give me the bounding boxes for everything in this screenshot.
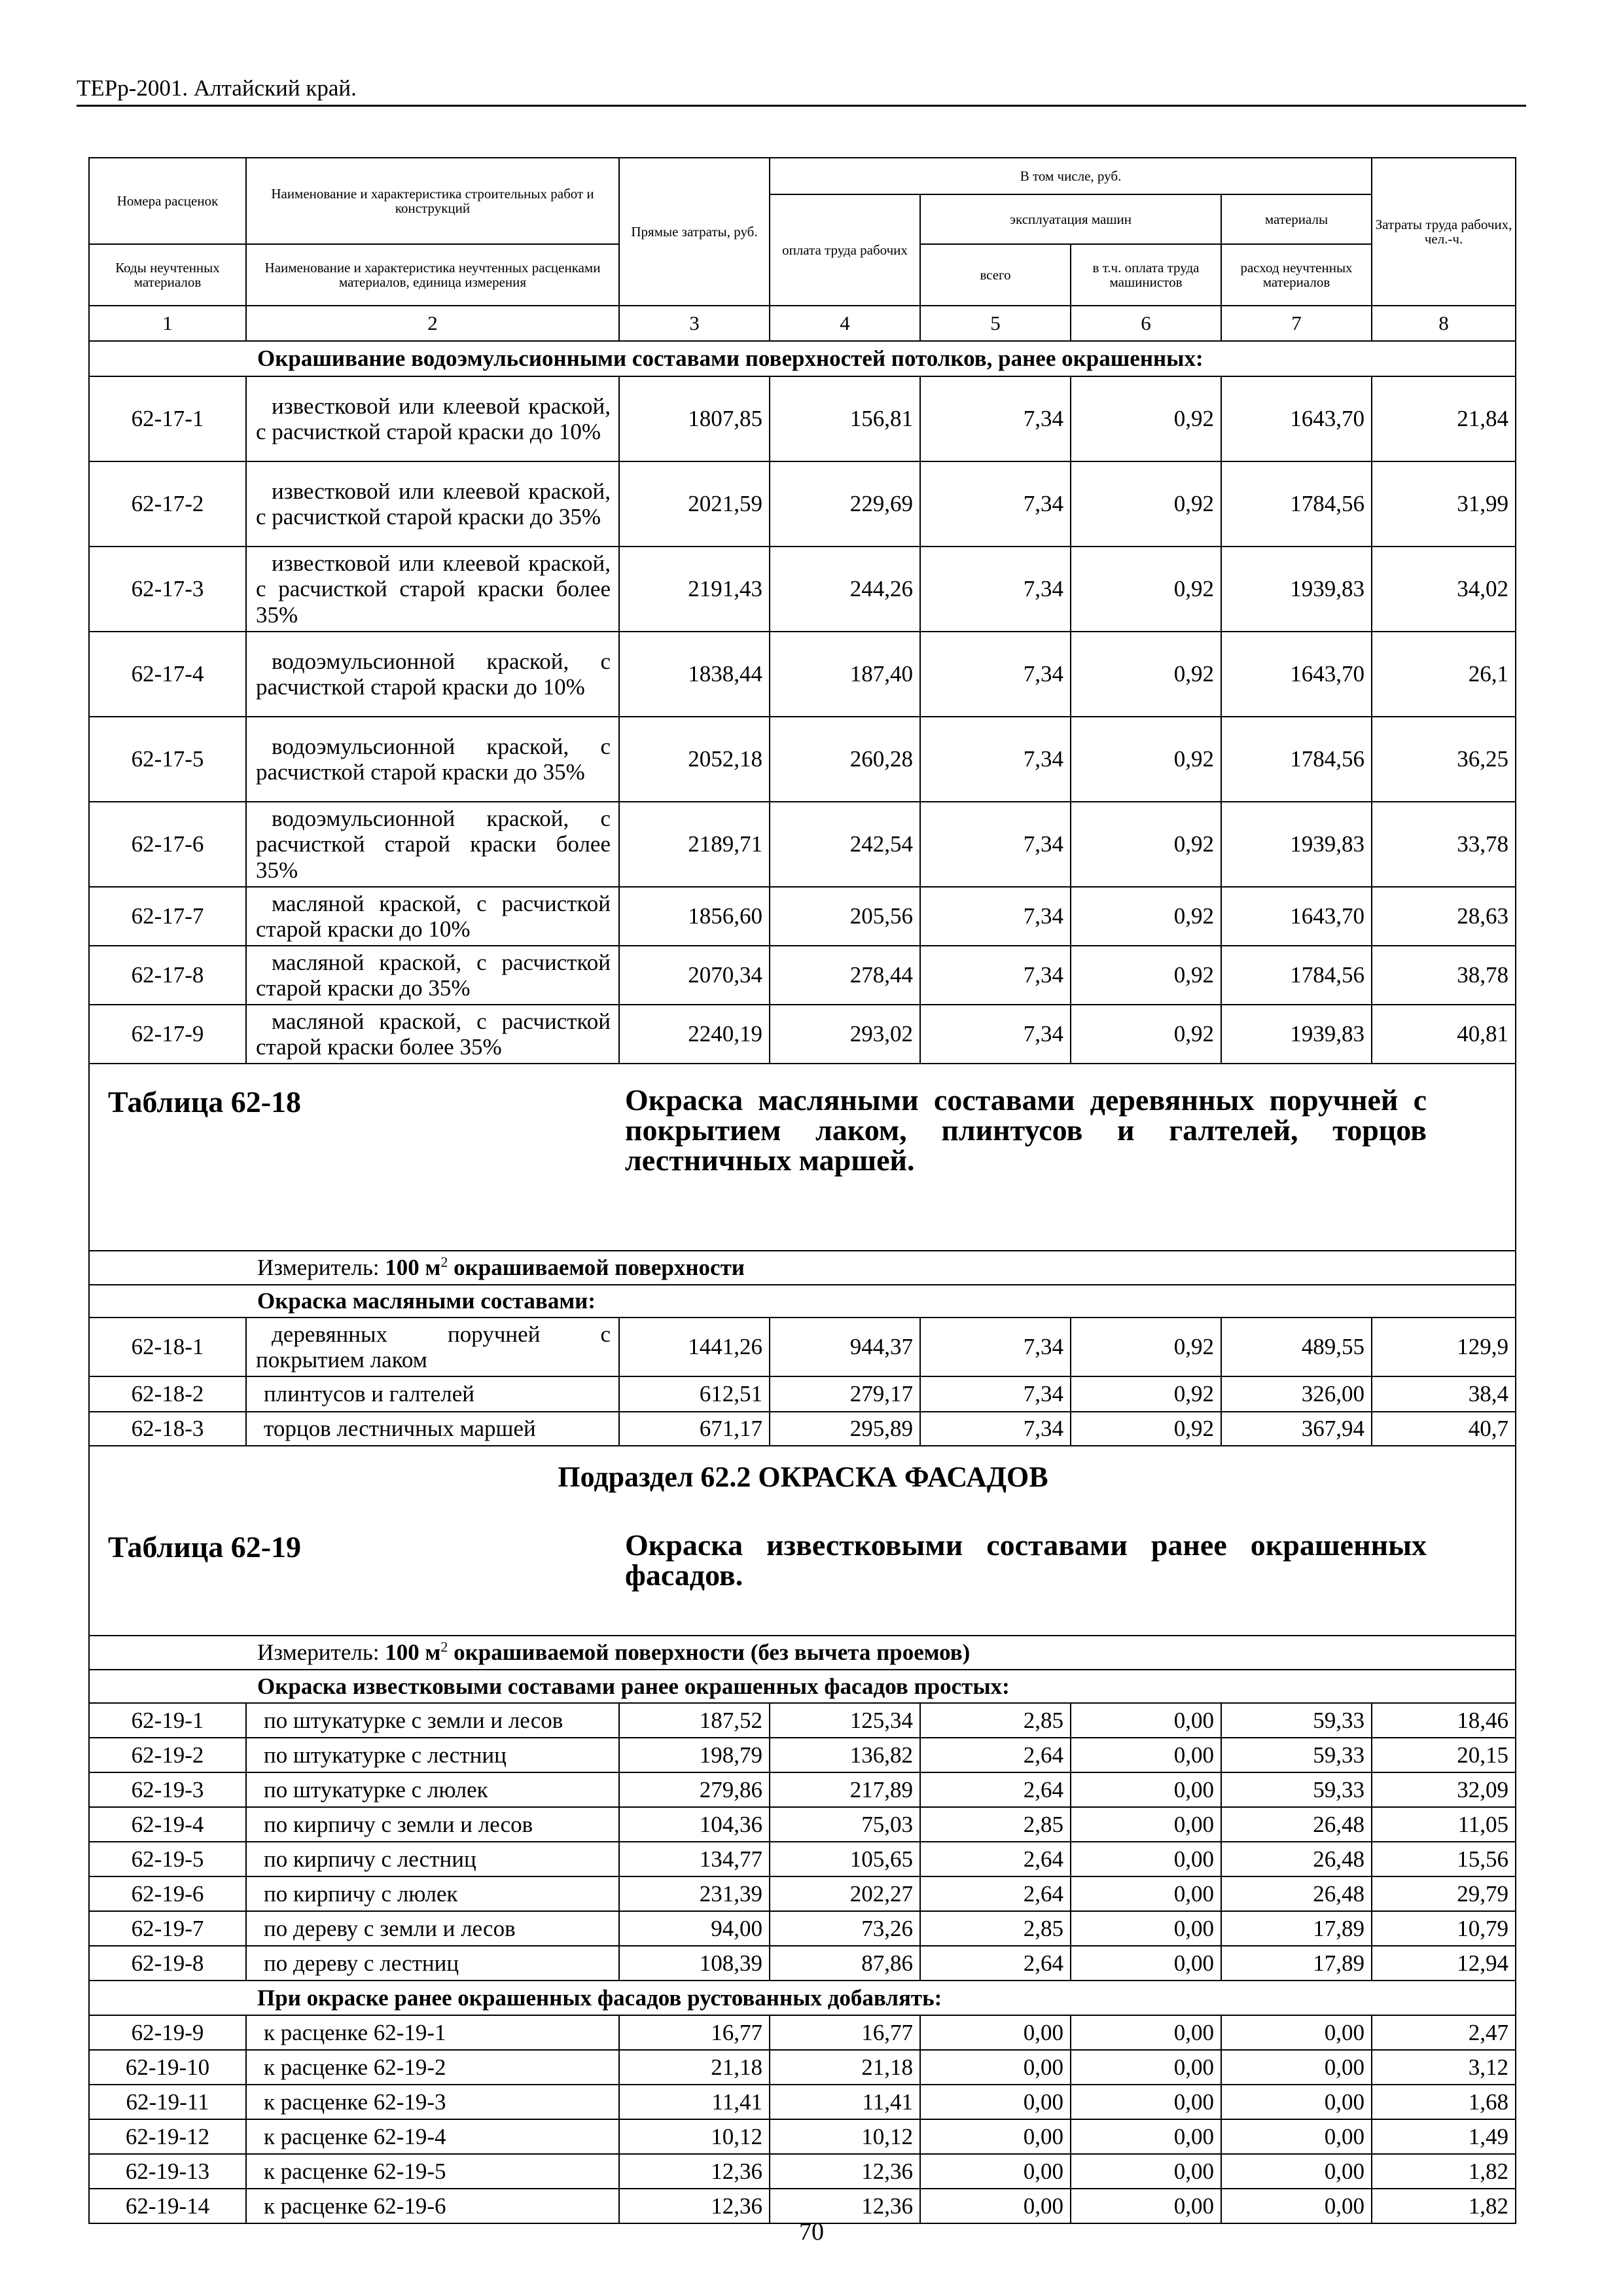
operator-wages: 0,92 — [1071, 1412, 1221, 1446]
rate-code: 62-19-13 — [89, 2154, 246, 2189]
materials-cost: 0,00 — [1221, 2050, 1372, 2085]
work-description: масляной краской, с расчисткой старой краски до 10% — [246, 887, 619, 946]
direct-costs: 104,36 — [619, 1807, 770, 1842]
section-heading: Окрашивание водоэмульсионными составами поверхностей потолков, ранее окрашенных: — [89, 341, 1516, 376]
labor-hours: 26,1 — [1372, 632, 1516, 717]
labor-hours: 32,09 — [1372, 1772, 1516, 1807]
worker-wages: 105,65 — [770, 1842, 920, 1876]
operator-wages: 0,00 — [1071, 2154, 1221, 2189]
measure-unit: 100 м — [385, 1640, 441, 1666]
operator-wages: 0,92 — [1071, 1376, 1221, 1412]
table-row — [89, 1946, 1516, 1981]
direct-costs: 279,86 — [619, 1772, 770, 1807]
work-description: к расценке 62-19-4 — [246, 2119, 619, 2154]
labor-hours: 38,78 — [1372, 946, 1516, 1005]
materials-cost: 0,00 — [1221, 2189, 1372, 2223]
work-description: по штукатурке с лестниц — [246, 1738, 619, 1772]
work-description: по кирпичу с лестниц — [246, 1842, 619, 1876]
machine-costs: 2,64 — [920, 1772, 1071, 1807]
measure-prefix: Измеритель: — [257, 1640, 385, 1666]
operator-wages: 0,92 — [1071, 547, 1221, 632]
labor-hours: 34,02 — [1372, 547, 1516, 632]
machine-costs: 7,34 — [920, 946, 1071, 1005]
materials-cost: 59,33 — [1221, 1772, 1372, 1807]
section-62-19-rusticated — [89, 2015, 1516, 2223]
table-row — [89, 1412, 1516, 1446]
rate-code: 62-19-10 — [89, 2050, 246, 2085]
materials-cost: 0,00 — [1221, 2154, 1372, 2189]
rate-code: 62-19-7 — [89, 1911, 246, 1946]
materials-cost: 1939,83 — [1221, 1005, 1372, 1064]
worker-wages: 202,27 — [770, 1876, 920, 1911]
table-row — [89, 1318, 1516, 1376]
rate-code: 62-19-8 — [89, 1946, 246, 1981]
labor-hours: 29,79 — [1372, 1876, 1516, 1911]
operator-wages: 0,00 — [1071, 1807, 1221, 1842]
labor-hours: 38,4 — [1372, 1376, 1516, 1412]
work-description: к расценке 62-19-6 — [246, 2189, 619, 2223]
direct-costs: 134,77 — [619, 1842, 770, 1876]
group-machines: эксплуатация машин — [920, 194, 1221, 244]
rate-code: 62-19-14 — [89, 2189, 246, 2223]
labor-hours: 20,15 — [1372, 1738, 1516, 1772]
rate-code: 62-19-11 — [89, 2085, 246, 2119]
section-62-19 — [89, 1446, 1516, 1703]
measure-unit: 100 м — [385, 1255, 441, 1281]
table-title-block — [89, 1446, 1516, 1636]
operator-wages: 0,00 — [1071, 1842, 1221, 1876]
machine-costs: 7,34 — [920, 717, 1071, 802]
machine-costs: 7,34 — [920, 632, 1071, 717]
materials-cost: 59,33 — [1221, 1703, 1372, 1738]
work-description: к расценке 62-19-3 — [246, 2085, 619, 2119]
materials-cost: 26,48 — [1221, 1876, 1372, 1911]
machine-costs: 7,34 — [920, 1412, 1071, 1446]
rate-code: 62-18-1 — [89, 1318, 246, 1376]
direct-costs: 612,51 — [619, 1376, 770, 1412]
worker-wages: 279,17 — [770, 1376, 920, 1412]
group-materials: материалы — [1221, 194, 1372, 244]
labor-hours: 18,46 — [1372, 1703, 1516, 1738]
section-62-19-rusticated-heading — [89, 1981, 1516, 2015]
direct-costs: 108,39 — [619, 1946, 770, 1981]
machine-costs: 0,00 — [920, 2154, 1071, 2189]
materials-cost: 0,00 — [1221, 2015, 1372, 2050]
direct-costs: 12,36 — [619, 2189, 770, 2223]
operator-wages: 0,92 — [1071, 717, 1221, 802]
materials-cost: 26,48 — [1221, 1807, 1372, 1842]
worker-wages: 87,86 — [770, 1946, 920, 1981]
col-number: 8 — [1372, 306, 1516, 341]
worker-wages: 12,36 — [770, 2154, 920, 2189]
machine-costs: 2,85 — [920, 1703, 1071, 1738]
materials-cost: 26,48 — [1221, 1842, 1372, 1876]
labor-hours: 12,94 — [1372, 1946, 1516, 1981]
materials-cost: 0,00 — [1221, 2085, 1372, 2119]
rate-code: 62-18-3 — [89, 1412, 246, 1446]
measure-unit-power: 2 — [440, 1253, 448, 1270]
materials-cost: 1643,70 — [1221, 632, 1372, 717]
operator-wages: 0,00 — [1071, 2189, 1221, 2223]
rate-code: 62-17-9 — [89, 1005, 246, 1064]
work-description: водоэмульсионной краской, с расчисткой старой краски до 35% — [246, 717, 619, 802]
rate-code: 62-17-8 — [89, 946, 246, 1005]
direct-costs: 1807,85 — [619, 376, 770, 461]
worker-wages: 21,18 — [770, 2050, 920, 2085]
rate-code: 62-19-5 — [89, 1842, 246, 1876]
rate-code: 62-17-7 — [89, 887, 246, 946]
machine-costs: 2,64 — [920, 1876, 1071, 1911]
running-header: ТЕРр-2001. Алтайский край. — [77, 75, 357, 101]
rate-code: 62-19-6 — [89, 1876, 246, 1911]
worker-wages: 75,03 — [770, 1807, 920, 1842]
work-description: известковой или клеевой краской, с расчисткой старой краски до 10% — [246, 376, 619, 461]
direct-costs: 2191,43 — [619, 547, 770, 632]
labor-hours: 1,82 — [1372, 2189, 1516, 2223]
section-heading: Окраска известковыми составами ранее окрашенных фасадов простых: — [89, 1670, 1516, 1703]
machine-costs: 2,64 — [920, 1842, 1071, 1876]
operator-wages: 0,00 — [1071, 1946, 1221, 1981]
labor-hours: 11,05 — [1372, 1807, 1516, 1842]
operator-wages: 0,00 — [1071, 2015, 1221, 2050]
col-code-top: Номера расценок — [89, 158, 246, 244]
direct-costs: 231,39 — [619, 1876, 770, 1911]
operator-wages: 0,00 — [1071, 2050, 1221, 2085]
worker-wages: 156,81 — [770, 376, 920, 461]
rate-code: 62-17-5 — [89, 717, 246, 802]
table-row — [89, 802, 1516, 887]
work-description: масляной краской, с расчисткой старой краски до 35% — [246, 946, 619, 1005]
materials-cost: 0,00 — [1221, 2119, 1372, 2154]
labor-hours: 10,79 — [1372, 1911, 1516, 1946]
table-row — [89, 2154, 1516, 2189]
table-header — [88, 157, 1516, 342]
labor-hours: 1,68 — [1372, 2085, 1516, 2119]
section-62-17 — [89, 341, 1516, 1064]
section-heading: Окраска масляными составами: — [89, 1285, 1516, 1318]
col-wages: оплата труда рабочих — [770, 194, 920, 306]
col-number: 3 — [619, 306, 770, 341]
direct-costs: 2021,59 — [619, 461, 770, 547]
operator-wages: 0,00 — [1071, 1876, 1221, 1911]
work-description: деревянных поручней с покрытием лаком — [246, 1318, 619, 1376]
measure-text: окрашиваемой поверхности — [448, 1255, 745, 1281]
worker-wages: 293,02 — [770, 1005, 920, 1064]
table-row — [89, 2050, 1516, 2085]
work-description: плинтусов и галтелей — [246, 1376, 619, 1412]
materials-cost: 1643,70 — [1221, 376, 1372, 461]
work-description: известковой или клеевой краской, с расчисткой старой краски до 35% — [246, 461, 619, 547]
rate-code: 62-19-3 — [89, 1772, 246, 1807]
table-title: Окраска масляными составами деревянных поручней с покрытием лаком, плинтусов и галтелей, торцов лестничных маршей. — [625, 1083, 1427, 1177]
work-description: водоэмульсионной краской, с расчисткой старой краски более 35% — [246, 802, 619, 887]
machine-costs: 0,00 — [920, 2119, 1071, 2154]
direct-costs: 187,52 — [619, 1703, 770, 1738]
worker-wages: 278,44 — [770, 946, 920, 1005]
operator-wages: 0,92 — [1071, 887, 1221, 946]
col-number: 7 — [1221, 306, 1372, 341]
direct-costs: 2052,18 — [619, 717, 770, 802]
worker-wages: 205,56 — [770, 887, 920, 946]
table-label: Таблица 62-19 — [108, 1530, 302, 1564]
labor-hours: 129,9 — [1372, 1318, 1516, 1376]
operator-wages: 0,00 — [1071, 1911, 1221, 1946]
machine-costs: 7,34 — [920, 376, 1071, 461]
table-title: Окраска известковыми составами ранее окрашенных фасадов. — [625, 1528, 1427, 1592]
machine-costs: 7,34 — [920, 802, 1071, 887]
table-row — [89, 2085, 1516, 2119]
work-description: по дереву с земли и лесов — [246, 1911, 619, 1946]
worker-wages: 11,41 — [770, 2085, 920, 2119]
direct-costs: 16,77 — [619, 2015, 770, 2050]
machine-costs: 0,00 — [920, 2189, 1071, 2223]
table-row — [89, 887, 1516, 946]
table-row — [89, 632, 1516, 717]
labor-hours: 3,12 — [1372, 2050, 1516, 2085]
worker-wages: 944,37 — [770, 1318, 920, 1376]
materials-cost: 1784,56 — [1221, 461, 1372, 547]
rate-code: 62-19-1 — [89, 1703, 246, 1738]
table-row — [89, 1703, 1516, 1738]
materials-cost: 1939,83 — [1221, 547, 1372, 632]
measure-text: окрашиваемой поверхности (без вычета проемов) — [448, 1640, 971, 1666]
col-labor: Затраты труда рабочих, чел.-ч. — [1372, 158, 1516, 306]
direct-costs: 2070,34 — [619, 946, 770, 1005]
labor-hours: 36,25 — [1372, 717, 1516, 802]
direct-costs: 11,41 — [619, 2085, 770, 2119]
worker-wages: 10,12 — [770, 2119, 920, 2154]
table-row — [89, 376, 1516, 461]
operator-wages: 0,00 — [1071, 1703, 1221, 1738]
direct-costs: 1838,44 — [619, 632, 770, 717]
work-description: к расценке 62-19-5 — [246, 2154, 619, 2189]
labor-hours: 33,78 — [1372, 802, 1516, 887]
table-row — [89, 2119, 1516, 2154]
machine-costs: 7,34 — [920, 887, 1071, 946]
table-row — [89, 1842, 1516, 1876]
col-number: 1 — [89, 306, 246, 341]
work-description: торцов лестничных маршей — [246, 1412, 619, 1446]
worker-wages: 73,26 — [770, 1911, 920, 1946]
materials-cost: 367,94 — [1221, 1412, 1372, 1446]
rate-code: 62-19-2 — [89, 1738, 246, 1772]
col-name-top: Наименование и характеристика строительных работ и конструкций — [246, 158, 619, 244]
operator-wages: 0,92 — [1071, 461, 1221, 547]
operator-wages: 0,92 — [1071, 802, 1221, 887]
worker-wages: 295,89 — [770, 1412, 920, 1446]
table-row — [89, 2015, 1516, 2050]
table-row — [89, 461, 1516, 547]
col-number: 4 — [770, 306, 920, 341]
table-row — [89, 946, 1516, 1005]
machine-costs: 2,85 — [920, 1911, 1071, 1946]
labor-hours: 28,63 — [1372, 887, 1516, 946]
table-row — [89, 1772, 1516, 1807]
operator-wages: 0,92 — [1071, 632, 1221, 717]
direct-costs: 1441,26 — [619, 1318, 770, 1376]
materials-cost: 326,00 — [1221, 1376, 1372, 1412]
direct-costs: 21,18 — [619, 2050, 770, 2085]
operator-wages: 0,92 — [1071, 946, 1221, 1005]
measure-line — [89, 1251, 1516, 1285]
machine-costs: 0,00 — [920, 2085, 1071, 2119]
table-row — [89, 1876, 1516, 1911]
materials-cost: 1784,56 — [1221, 946, 1372, 1005]
rate-code: 62-17-6 — [89, 802, 246, 887]
operator-wages: 0,92 — [1071, 1318, 1221, 1376]
col-mach-total: всего — [920, 244, 1071, 306]
labor-hours: 40,81 — [1372, 1005, 1516, 1064]
rate-code: 62-18-2 — [89, 1376, 246, 1412]
col-code-bottom: Коды неучтенных материалов — [89, 244, 246, 306]
work-description: по штукатурке с земли и лесов — [246, 1703, 619, 1738]
table-title-block — [89, 1064, 1516, 1251]
machine-costs: 7,34 — [920, 1318, 1071, 1376]
col-materials: расход неучтенных материалов — [1221, 244, 1372, 306]
materials-cost: 17,89 — [1221, 1946, 1372, 1981]
worker-wages: 242,54 — [770, 802, 920, 887]
work-description: по кирпичу с люлек — [246, 1876, 619, 1911]
table-row — [89, 1738, 1516, 1772]
direct-costs: 671,17 — [619, 1412, 770, 1446]
group-incl: В том числе, руб. — [770, 158, 1372, 194]
machine-costs: 7,34 — [920, 547, 1071, 632]
operator-wages: 0,00 — [1071, 1772, 1221, 1807]
header-rule — [77, 105, 1526, 107]
worker-wages: 187,40 — [770, 632, 920, 717]
worker-wages: 125,34 — [770, 1703, 920, 1738]
machine-costs: 0,00 — [920, 2050, 1071, 2085]
rate-code: 62-17-3 — [89, 547, 246, 632]
work-description: известковой или клеевой краской, с расчисткой старой краски более 35% — [246, 547, 619, 632]
materials-cost: 1784,56 — [1221, 717, 1372, 802]
table-row — [89, 1911, 1516, 1946]
table-row — [89, 717, 1516, 802]
work-description: по кирпичу с земли и лесов — [246, 1807, 619, 1842]
work-description: водоэмульсионной краской, с расчисткой старой краски до 10% — [246, 632, 619, 717]
measure-prefix: Измеритель: — [257, 1255, 385, 1281]
machine-costs: 2,64 — [920, 1738, 1071, 1772]
measure-line — [89, 1636, 1516, 1670]
col-number: 2 — [246, 306, 619, 341]
worker-wages: 217,89 — [770, 1772, 920, 1807]
section-62-19-simple — [89, 1703, 1516, 1981]
rate-code: 62-17-1 — [89, 376, 246, 461]
col-mach-wages: в т.ч. оплата труда машинистов — [1071, 244, 1221, 306]
worker-wages: 12,36 — [770, 2189, 920, 2223]
direct-costs: 94,00 — [619, 1911, 770, 1946]
rate-code: 62-19-9 — [89, 2015, 246, 2050]
worker-wages: 229,69 — [770, 461, 920, 547]
col-number: 5 — [920, 306, 1071, 341]
worker-wages: 16,77 — [770, 2015, 920, 2050]
table-label: Таблица 62-18 — [108, 1085, 302, 1119]
machine-costs: 7,34 — [920, 1376, 1071, 1412]
labor-hours: 15,56 — [1372, 1842, 1516, 1876]
materials-cost: 17,89 — [1221, 1911, 1372, 1946]
labor-hours: 2,47 — [1372, 2015, 1516, 2050]
direct-costs: 10,12 — [619, 2119, 770, 2154]
work-description: к расценке 62-19-2 — [246, 2050, 619, 2085]
operator-wages: 0,92 — [1071, 1005, 1221, 1064]
table-row — [89, 1807, 1516, 1842]
labor-hours: 21,84 — [1372, 376, 1516, 461]
col-direct: Прямые затраты, руб. — [619, 158, 770, 306]
direct-costs: 1856,60 — [619, 887, 770, 946]
labor-hours: 40,7 — [1372, 1412, 1516, 1446]
operator-wages: 0,00 — [1071, 2119, 1221, 2154]
work-description: по дереву с лестниц — [246, 1946, 619, 1981]
work-description: к расценке 62-19-1 — [246, 2015, 619, 2050]
direct-costs: 198,79 — [619, 1738, 770, 1772]
worker-wages: 136,82 — [770, 1738, 920, 1772]
rates-table — [88, 340, 1516, 2224]
table-row — [89, 1376, 1516, 1412]
section-heading: При окраске ранее окрашенных фасадов рустованных добавлять: — [89, 1981, 1516, 2015]
labor-hours: 1,49 — [1372, 2119, 1516, 2154]
machine-costs: 2,85 — [920, 1807, 1071, 1842]
machine-costs: 2,64 — [920, 1946, 1071, 1981]
table-row — [89, 1005, 1516, 1064]
col-name-bottom: Наименование и характеристика неучтенных расценками материалов, единица измерения — [246, 244, 619, 306]
machine-costs: 7,34 — [920, 1005, 1071, 1064]
operator-wages: 0,00 — [1071, 1738, 1221, 1772]
operator-wages: 0,92 — [1071, 376, 1221, 461]
worker-wages: 260,28 — [770, 717, 920, 802]
section-62-18 — [89, 1064, 1516, 1446]
labor-hours: 1,82 — [1372, 2154, 1516, 2189]
rate-code: 62-17-4 — [89, 632, 246, 717]
measure-unit-power: 2 — [440, 1638, 448, 1655]
rate-code: 62-19-12 — [89, 2119, 246, 2154]
materials-cost: 489,55 — [1221, 1318, 1372, 1376]
labor-hours: 31,99 — [1372, 461, 1516, 547]
worker-wages: 244,26 — [770, 547, 920, 632]
col-number: 6 — [1071, 306, 1221, 341]
materials-cost: 1643,70 — [1221, 887, 1372, 946]
operator-wages: 0,00 — [1071, 2085, 1221, 2119]
materials-cost: 1939,83 — [1221, 802, 1372, 887]
rate-code: 62-19-4 — [89, 1807, 246, 1842]
work-description: масляной краской, с расчисткой старой краски более 35% — [246, 1005, 619, 1064]
subsection-title: Подраздел 62.2 ОКРАСКА ФАСАДОВ — [558, 1461, 1048, 1493]
work-description: по штукатурке с люлек — [246, 1772, 619, 1807]
direct-costs: 2240,19 — [619, 1005, 770, 1064]
table-row — [89, 547, 1516, 632]
machine-costs: 0,00 — [920, 2015, 1071, 2050]
machine-costs: 7,34 — [920, 461, 1071, 547]
materials-cost: 59,33 — [1221, 1738, 1372, 1772]
rate-code: 62-17-2 — [89, 461, 246, 547]
direct-costs: 12,36 — [619, 2154, 770, 2189]
direct-costs: 2189,71 — [619, 802, 770, 887]
page-number: 70 — [799, 2218, 824, 2246]
